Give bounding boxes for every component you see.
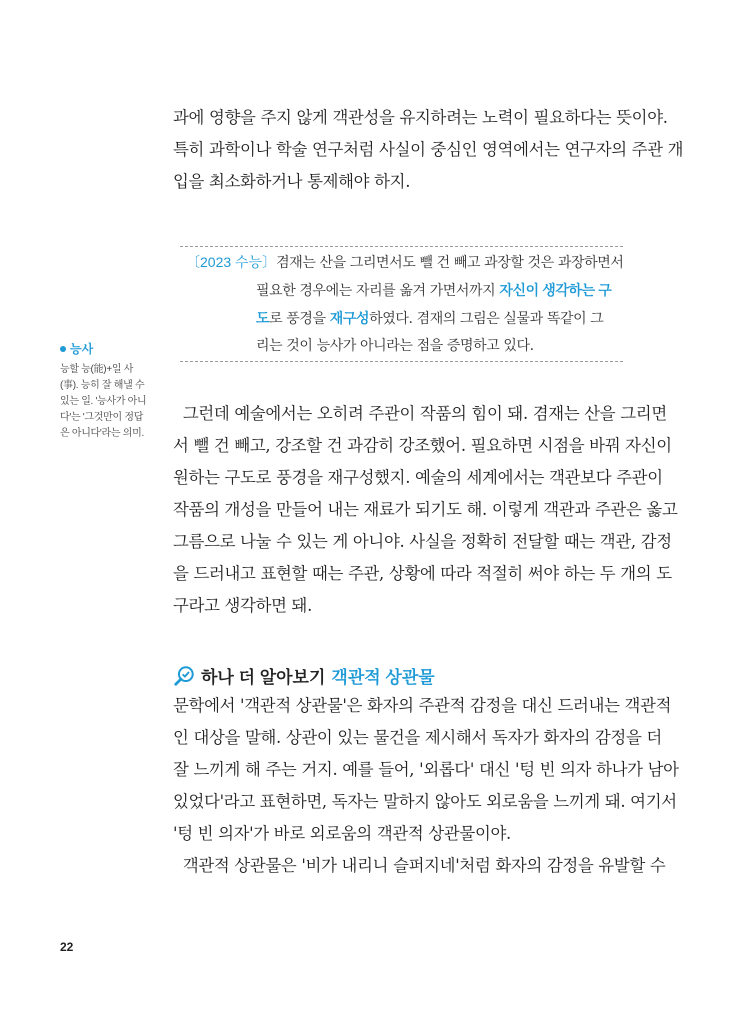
- quote-line-4: 리는 것이 능사가 아니라는 점을 증명하고 있다.: [256, 338, 534, 354]
- exam-tag: 〔2023 수능〕: [186, 254, 277, 270]
- text-line: '텅 빈 의자'가 바로 외로움의 객관적 상관물이야.: [173, 824, 511, 843]
- glossary-line: 은 아니다'라는 의미.: [60, 428, 144, 439]
- heading-title: 객관적 상관물: [331, 668, 435, 687]
- text-line: 을 드러내고 표현할 때는 주관, 상황에 따라 적절히 써야 하는 두 개의 도: [173, 564, 672, 583]
- paragraph-continued: [173, 850, 666, 882]
- exam-quote-box: [180, 246, 623, 362]
- glossary-line: 능할 능(能)+일 사: [60, 364, 134, 375]
- text-line: 문학에서 '객관적 상관물'은 화자의 주관적 감정을 대신 드러내는 객관적: [173, 696, 672, 715]
- glossary-title: 능사: [60, 340, 160, 357]
- bullet-dot-icon: [60, 346, 66, 352]
- text-line: 그런데 예술에서는 오히려 주관이 작품의 힘이 돼. 겸재는 산을 그리면: [173, 404, 667, 423]
- text-line: 서 뺄 건 빼고, 강조할 건 과감히 강조했어. 필요하면 시점을 바꿔 자신이: [173, 436, 672, 455]
- glossary-line: (事). 능히 잘 해낼 수: [60, 380, 145, 391]
- section-heading: [173, 663, 435, 688]
- text-line: 그름으로 나눌 수 있는 게 아니야. 사실을 정확히 전달할 때는 객관, 감정: [173, 532, 672, 551]
- text-line: 인 대상을 말해. 상관이 있는 물건을 제시해서 독자가 화자의 감정을 더: [173, 728, 662, 747]
- text-line: 특히 과학이나 학술 연구처럼 사실이 중심인 영역에서는 연구자의 주관 개: [173, 140, 684, 159]
- highlight-text: 도: [256, 310, 270, 326]
- magnifier-icon: [173, 665, 195, 687]
- text-line: 구라고 생각하면 돼.: [173, 596, 312, 615]
- text-line: 객관적 상관물은 '비가 내리니 슬퍼지네'처럼 화자의 감정을 유발할 수: [173, 856, 666, 875]
- paragraph-intro: [173, 102, 684, 198]
- text-line: 작품의 개성을 만들어 내는 재료가 되기도 해. 이렇게 객관과 주관은 옳고: [173, 500, 678, 519]
- glossary-line: 다'는 '그것만이 정답: [60, 412, 144, 423]
- page-number: 22: [60, 940, 74, 954]
- glossary-line: 있는 일. '능사가 아니: [60, 396, 147, 407]
- text-line: 입을 최소화하거나 통제해야 하지.: [173, 172, 411, 191]
- text-line: 잘 느끼게 해 주는 거지. 예를 들어, '외롭다' 대신 '텅 빈 의자 하나가 남아: [173, 760, 679, 779]
- quote-line-2: 필요한 경우에는 자리를 옮겨 가면서까지 자신이 생각하는 구: [256, 282, 612, 299]
- quote-line-1: 〔2023 수능〕겸재는 산을 그리면서도 뺄 건 빼고 과장할 것은 과장하면서: [186, 254, 624, 271]
- text-line: 있었다'라고 표현하면, 독자는 말하지 않아도 외로움을 느끼게 돼. 여기서: [173, 792, 677, 811]
- margin-glossary: [60, 340, 160, 442]
- heading-prefix: 하나 더 알아보기: [201, 668, 326, 687]
- paragraph-objective-correlative: [173, 690, 679, 850]
- paragraph-art: [173, 398, 678, 622]
- text-line: 원하는 구도로 풍경을 재구성했지. 예술의 세계에서는 객관보다 주관이: [173, 468, 663, 487]
- quote-line-3: 도로 풍경을 재구성하였다. 겸재의 그림은 실물과 똑같이 그: [256, 310, 604, 327]
- text-line: 과에 영향을 주지 않게 객관성을 유지하려는 노력이 필요하다는 뜻이야.: [173, 108, 668, 127]
- highlight-text: 자신이 생각하는 구: [499, 282, 612, 298]
- highlight-text: 재구성: [329, 310, 370, 326]
